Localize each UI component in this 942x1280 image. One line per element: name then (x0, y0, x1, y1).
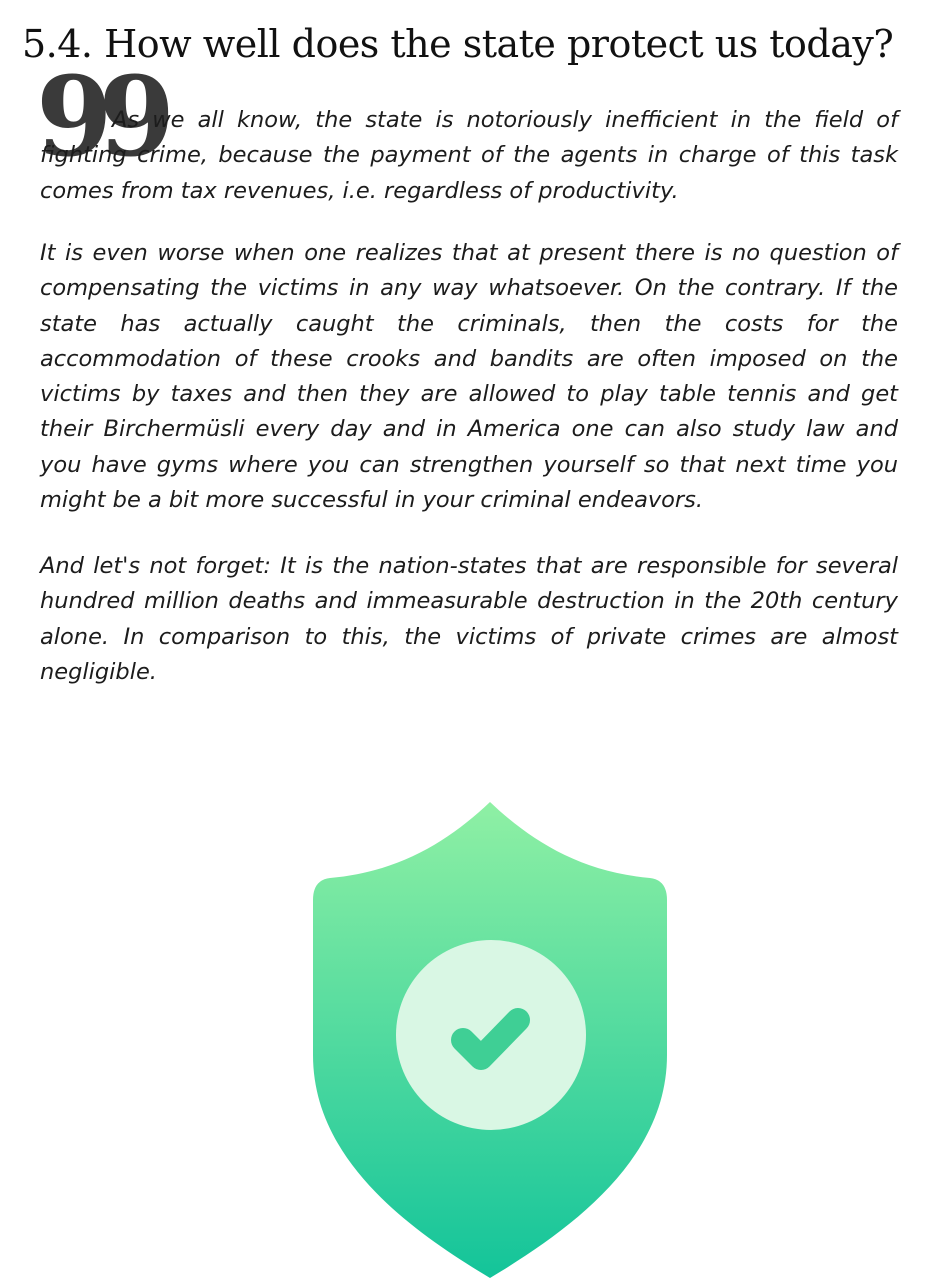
quote-icon: 99 (36, 52, 162, 181)
shield-check-icon (300, 800, 680, 1280)
page-title: 5.4. How well does the state protect us today? (22, 22, 894, 66)
paragraph-1: As we all know, the state is notoriously inefficient in the field of fighting crime, because the payment of the agents in charge of this task comes from tax revenues, i.e. regardless of productivity. (40, 107, 898, 204)
paragraph-2: It is even worse when one realizes that at present there is no question of compensating the victims in any way whatsoever. On the contrary. If the state has actually caught the criminals, then the costs for the accommodation of these crooks and bandits are often imposed on the victims by taxes and then they are allowed to play table tennis and get their Birchermüsli every day and in America one can also study law and you have gyms where you can strengthen yourself so that next time you might be a bit more successful in your criminal endeavors. (40, 240, 898, 514)
paragraph-3: And let's not forget: It is the nation-states that are responsible for several hundred million deaths and immeasurable destruction in the 20th century alone. In comparison to this, the victims of private crimes are almost negligible. (40, 553, 898, 685)
shield-graphic (300, 800, 680, 1280)
